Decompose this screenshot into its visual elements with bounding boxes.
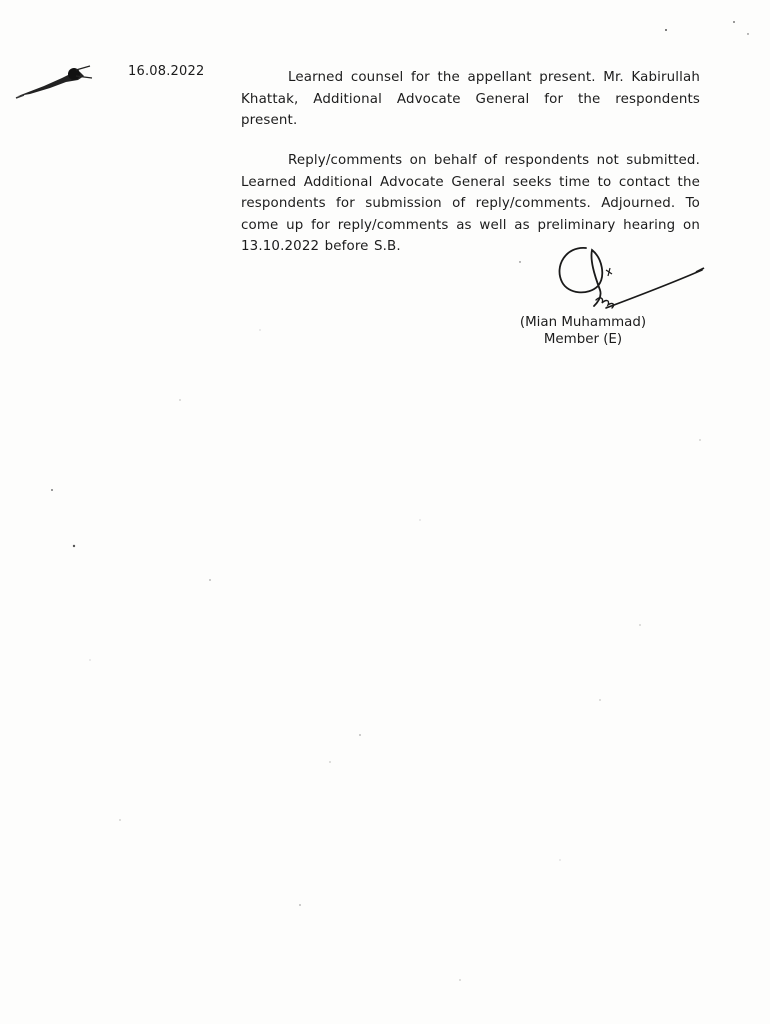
ink-blot-mark [14, 64, 94, 104]
paragraph-1-text: Learned counsel for the appellant present. Mr. Kabirullah Khattak, Additional Advocate General for the respondents present. [241, 70, 700, 128]
order-date: 16.08.2022 [128, 64, 205, 79]
order-paragraph-1 [241, 67, 700, 132]
signatory-designation: Member (E) [543, 332, 623, 347]
paragraph-2-text: Reply/comments on behalf of respondents not submitted. Learned Additional Advocate General seeks time to contact the respondents for submission of reply/comments. Adjourned. To come up for reply/comments as well as preliminary hearing on 13.10.2022 before S.B. [241, 153, 700, 254]
handwritten-signature [548, 240, 708, 320]
signatory-name: (Mian Muhammad) [519, 315, 647, 330]
